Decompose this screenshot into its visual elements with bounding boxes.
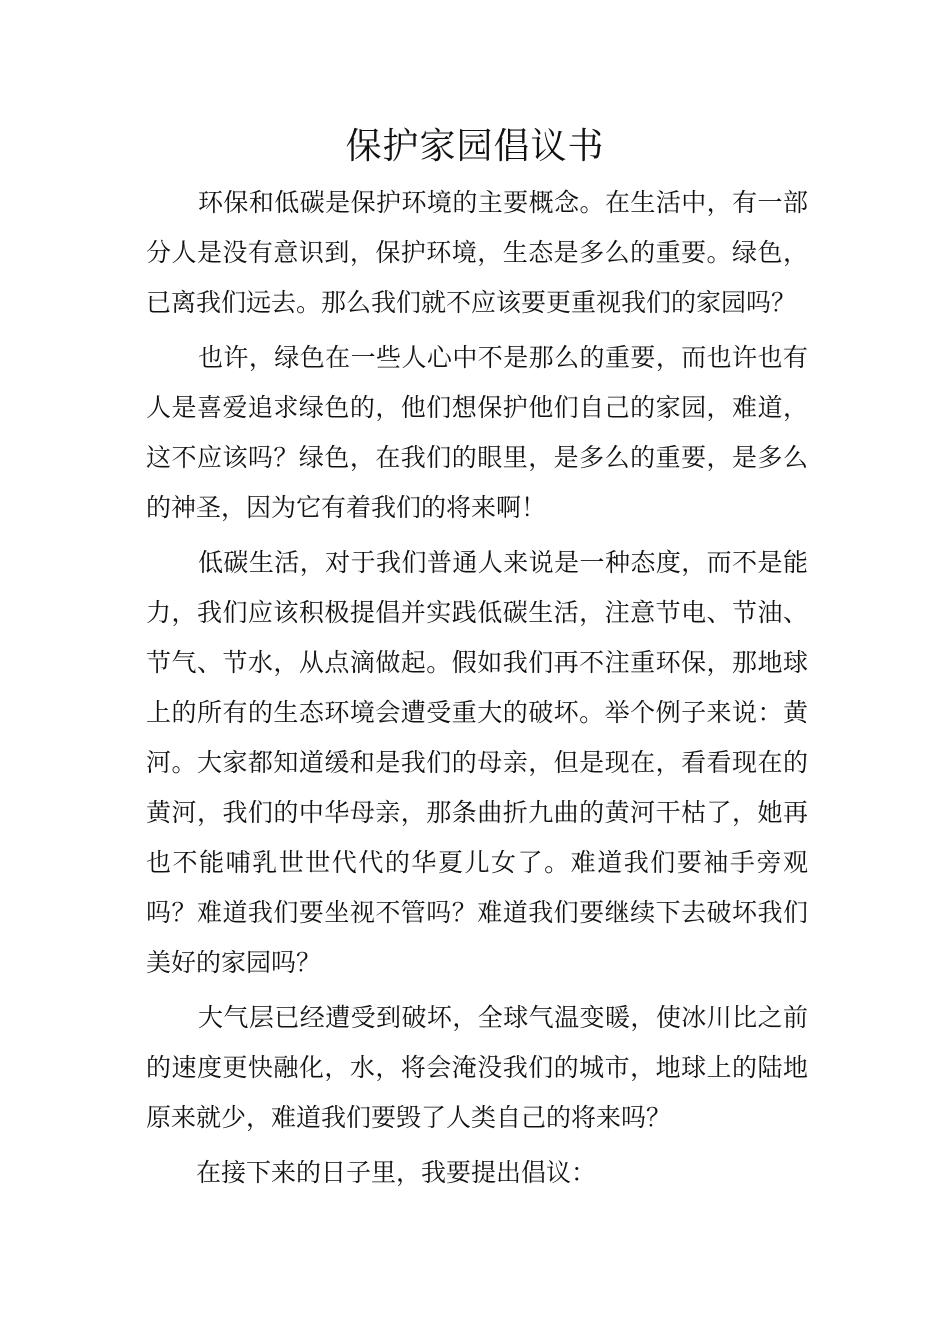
paragraph-5: 在接下来的日子里，我要提出倡议： [196, 1158, 597, 1187]
paragraph-2: 也许，绿色在一些人心中不是那么的重要，而也许也有人是喜爱追求绿色的，他们想保护他们自己的家园，难道，这不应该吗？绿色，在我们的眼里，是多么的重要，是多么的神圣，因为它有着我们的将来啊！ [146, 343, 808, 522]
paragraph-1: 环保和低碳是保护环境的主要概念。在生活中，有一部分人是没有意识到，保护环境，生态是多么的重要。绿色，已离我们远去。那么我们就不应该要更重视我们的家园吗？ [146, 188, 808, 317]
document-body [146, 178, 808, 1203]
paragraph-3: 低碳生活，对于我们普通人来说是一种态度，而不是能力，我们应该积极提倡并实践低碳生活，注意节电、节油、节气、节水，从点滴做起。假如我们再不注重环保，那地球上的所有的生态环境会遭受重大的破坏。举个例子来说：黄河。大家都知道缓和是我们的母亲，但是现在，看看现在的黄河，我们的中华母亲，那条曲折九曲的黄河干枯了，她再也不能哺乳世世代代的华夏儿女了。难道我们要袖手旁观吗？难道我们要坐视不管吗？难道我们要继续下去破坏我们美好的家园吗？ [146, 548, 808, 977]
document-title: 保护家园倡议书 [345, 126, 605, 167]
paragraph-4: 大气层已经遭受到破坏，全球气温变暖，使冰川比之前的速度更快融化，水，将会淹没我们的城市，地球上的陆地原来就少，难道我们要毁了人类自己的将来吗？ [146, 1003, 808, 1132]
